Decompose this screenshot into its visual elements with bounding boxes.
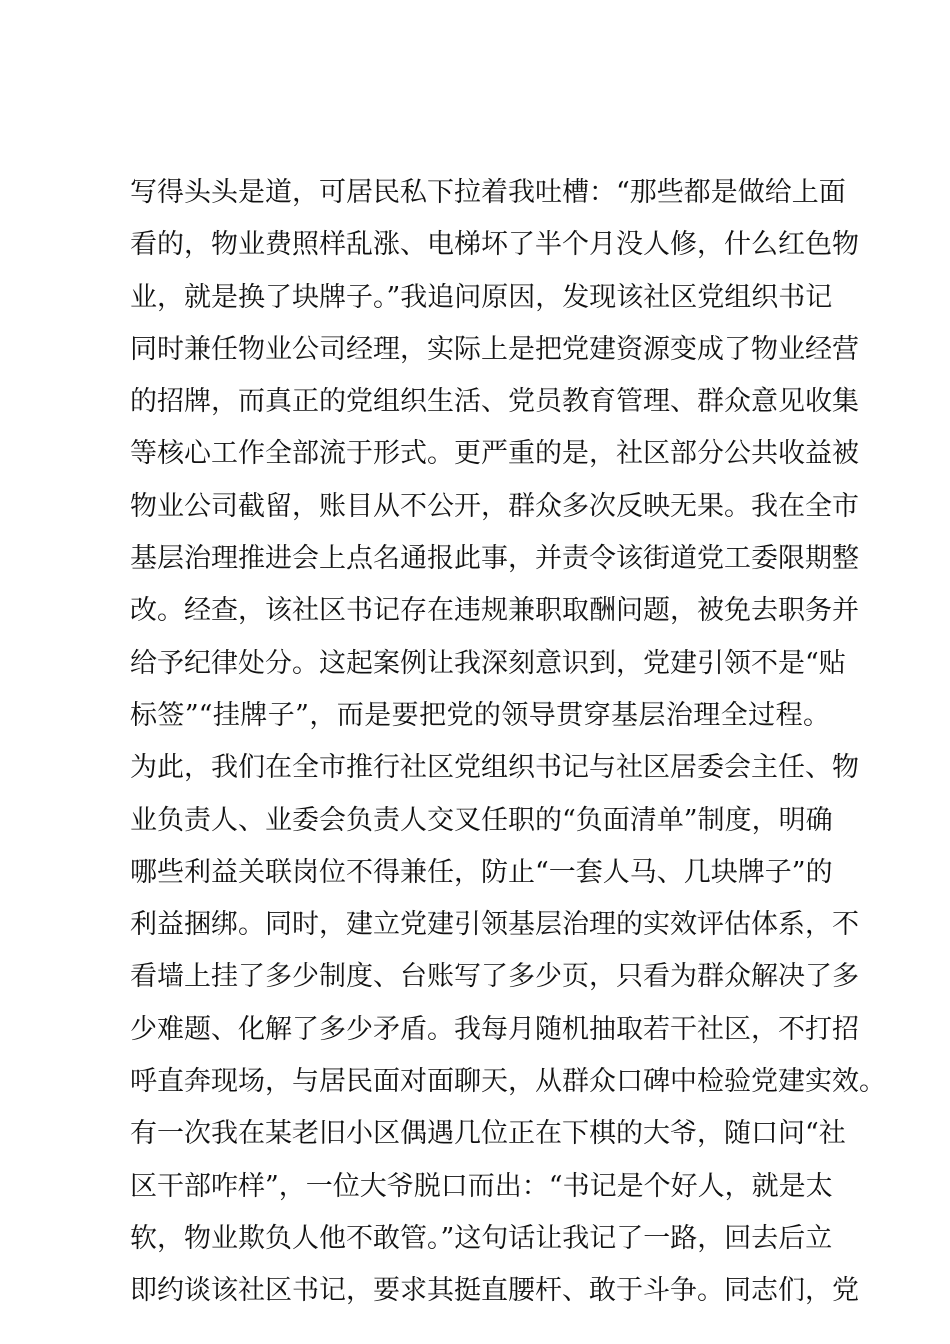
- text-line: 少难题、化解了多少矛盾。我每月随机抽取若干社区，不打招: [130, 1013, 859, 1045]
- text-line: 业，就是换了块牌子。”我追问原因，发现该社区党组织书记: [130, 281, 833, 313]
- text-line: 同时兼任物业公司经理，实际上是把党建资源变成了物业经营: [130, 333, 859, 365]
- body-text: [130, 167, 886, 1318]
- text-line: 有一次我在某老旧小区偶遇几位正在下棋的大爷，随口问“社: [130, 1118, 846, 1150]
- text-line: 即约谈该社区书记，要求其挺直腰杆、敢于斗争。同志们，党: [130, 1275, 859, 1307]
- text-line: 看墙上挂了多少制度、台账写了多少页，只看为群众解决了多: [130, 961, 859, 993]
- text-line: 哪些利益关联岗位不得兼任，防止“一套人马、几块牌子”的: [130, 856, 833, 888]
- text-line: 业负责人、业委会负责人交叉任职的“负面清单”制度，明确: [130, 804, 833, 836]
- text-line: 标签”“挂牌子”，而是要把党的领导贯穿基层治理全过程。: [130, 699, 830, 731]
- text-line: 软，物业欺负人他不敢管。”这句话让我记了一路，回去后立: [130, 1222, 833, 1254]
- text-line: 基层治理推进会上点名通报此事，并责令该街道党工委限期整: [130, 543, 859, 575]
- text-line: 区干部咋样”，一位大爷脱口而出：“书记是个好人，就是太: [130, 1170, 833, 1202]
- text-line: 的招牌，而真正的党组织生活、党员教育管理、群众意见收集: [130, 386, 859, 418]
- text-line: 看的，物业费照样乱涨、电梯坏了半个月没人修，什么红色物: [130, 229, 859, 261]
- text-line: 改。经查，该社区书记存在违规兼职取酬问题，被免去职务并: [130, 595, 859, 627]
- text-line: 给予纪律处分。这起案例让我深刻意识到，党建引领不是“贴: [130, 647, 846, 679]
- text-line: 呼直奔现场，与居民面对面聊天，从群众口碑中检验党建实效。: [130, 1066, 886, 1098]
- text-line: 等核心工作全部流于形式。更严重的是，社区部分公共收益被: [130, 438, 859, 470]
- text-line: 利益捆绑。同时，建立党建引领基层治理的实效评估体系，不: [130, 909, 859, 941]
- text-line: 写得头头是道，可居民私下拉着我吐槽：“那些都是做给上面: [130, 177, 846, 208]
- text-line: 为此，我们在全市推行社区党组织书记与社区居委会主任、物: [130, 752, 859, 784]
- text-line: 物业公司截留，账目从不公开，群众多次反映无果。我在全市: [130, 490, 859, 522]
